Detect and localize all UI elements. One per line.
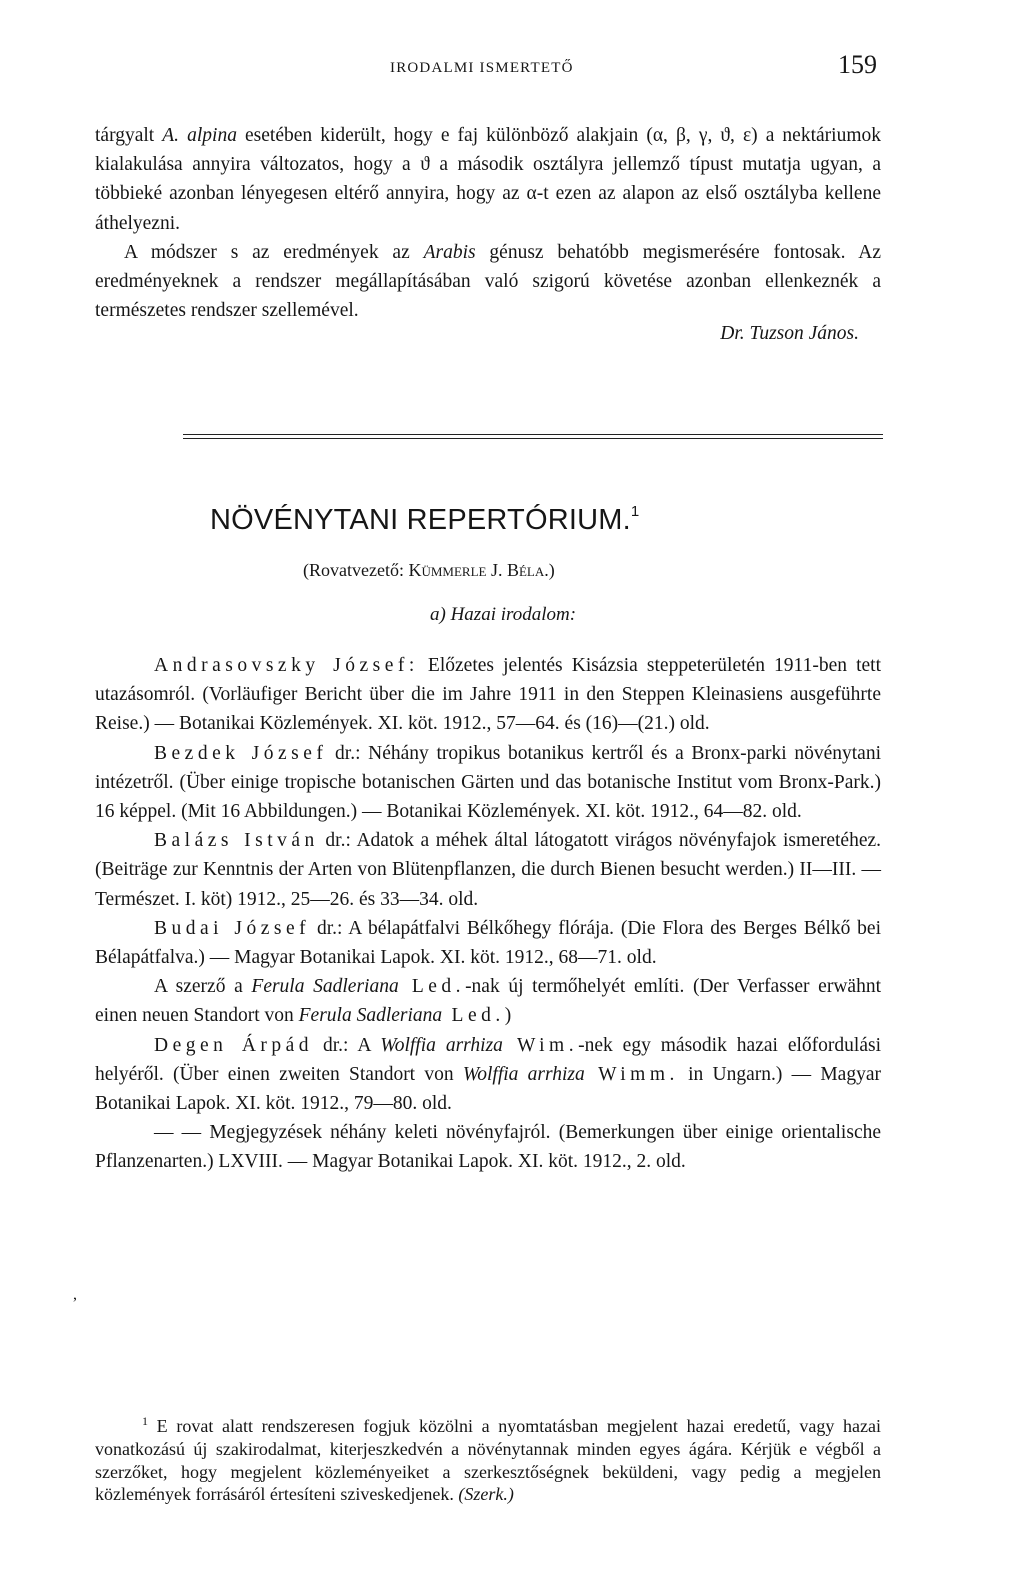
author-name: Bezdek József bbox=[154, 742, 328, 764]
entry-text: dr.: A bbox=[313, 1034, 381, 1056]
entry-text: ) bbox=[504, 1005, 512, 1027]
editor-mark: (Szerk.) bbox=[458, 1484, 514, 1505]
divider-rule-top bbox=[183, 434, 883, 435]
list-item bbox=[95, 651, 881, 739]
review-paragraph-1 bbox=[95, 121, 881, 238]
list-item bbox=[95, 972, 881, 1030]
section-title-text: NÖVÉNYTANI REPERTÓRIUM. bbox=[210, 504, 631, 536]
running-title: IRODALMI ISMERTETŐ bbox=[390, 60, 574, 76]
list-item bbox=[95, 1031, 881, 1119]
entry-text: -nak új termőhelyét említi. (Der Verfasser erwähnt einen neuen Standort von bbox=[95, 976, 881, 1027]
list-item bbox=[95, 739, 881, 827]
author-name: Degen Árpád bbox=[154, 1034, 314, 1056]
footnote-text: E rovat alatt rendszeresen fogjuk közölni a nyomtatásban megjelent hazai eredetű, vagy hazai vonatkozású új szakirodalmat, kiterjeszkedvén a növénytannak minden egyes ágára. Kérjük e végből a szerzőket, hogy megjelent közleményeiket a szerkesztőségnek beküldeni, vagy pedig a megjelen közlemények forrásáról értesíteni sziveskedjenek. bbox=[95, 1416, 881, 1505]
text-run: génusz behatóbb megismerésére fontosak. Az eredményeknek a rendszer megállapításában való szigorú követése azonban ellenkeznék a természetes rendszer szellemével. bbox=[95, 241, 882, 322]
entry-text: A szerző a bbox=[154, 976, 252, 998]
taxon-name: A. alpina bbox=[162, 125, 237, 146]
entry-text: -nek egy második hazai előfordulási helyéről. (Über einen zweiten Standort von bbox=[95, 1034, 881, 1085]
stray-print-mark: , bbox=[73, 1286, 77, 1303]
section-title bbox=[210, 504, 810, 537]
signature-text: Dr. Tuzson János. bbox=[720, 323, 859, 345]
taxon-name: Arabis bbox=[423, 241, 476, 263]
subsection-heading bbox=[430, 604, 576, 626]
footnote-reference: 1 bbox=[630, 503, 640, 521]
section-editor bbox=[303, 560, 555, 581]
author-name: Budai József bbox=[154, 917, 311, 939]
subsection-text: a) Hazai irodalom: bbox=[430, 604, 577, 625]
entry-text: — — Megjegyzések néhány keleti növényfajról. (Bemerkungen über einige orientalische Pflanzenarten.) LXVIII. — Magyar Botanikai Lapok. XI. köt. 1912., 2. old. bbox=[95, 1122, 881, 1173]
taxon-name: Ferula Sadleriana bbox=[251, 976, 399, 998]
author-name: Andrasovszky József: bbox=[154, 655, 419, 676]
taxon-name: Wolffia arrhiza bbox=[380, 1034, 503, 1056]
footnote-mark: 1 bbox=[142, 1414, 148, 1428]
taxon-name: Ferula Sadleriana bbox=[298, 1005, 443, 1027]
taxon-author: Led. bbox=[398, 976, 466, 998]
page-number: 159 bbox=[838, 50, 877, 79]
text-run: A módszer s az eredmények az bbox=[124, 241, 424, 263]
entry-text: dr.: Néhány tropikus botanikus kertről és a Bronx-parki növénytani intézetről. (Über einige tropische botanischen Gärten und das botanische Institut vom Bronx-Park.) 16 képpel. (Mit 16 Abbildungen.) — Botanikai Közlemények. XI. köt. 1912., 64—82. old. bbox=[95, 742, 882, 823]
text-run: esetében kiderült, hogy e faj különböző alakjain (α, β, γ, ϑ, ε) a nektáriumok kialakulása annyira változatos, hogy a ϑ a második osztályra jellemző típust mutatja ugyan, a többieké azonban lényegesen eltérő annyira, hogy az α-t ezen az alapon az első osztályba kellene áthelyezni. bbox=[95, 125, 881, 234]
taxon-name: Wolffia arrhiza bbox=[462, 1063, 585, 1085]
taxon-author: Wim. bbox=[502, 1034, 579, 1056]
footnote bbox=[95, 1410, 881, 1506]
text-run: tárgyalt bbox=[95, 125, 163, 146]
list-item bbox=[95, 826, 881, 914]
divider-rule-bottom bbox=[183, 438, 883, 439]
list-item bbox=[95, 914, 881, 972]
review-text bbox=[95, 121, 881, 349]
list-item bbox=[95, 1118, 881, 1176]
entry-text: Előzetes jelentés Kisázsia steppeterületén 1911-ben tett utazásomról. (Vorläufiger Bericht über die im Jahre 1911 in den Steppen Kleinasiens ausgeführte Reise.) — Botanikai Közlemények. XI. köt. 1912., 57—64. és (16)—(21.) old. bbox=[95, 655, 882, 735]
entry-text: in Ungarn.) — Magyar Botanikai Lapok. XI. köt. 1912., 79—80. old. bbox=[95, 1063, 881, 1115]
author-name: Balázs István bbox=[154, 830, 319, 852]
entry-text: dr.: A bélapátfalvi Bélkőhegy flórája. (Die Flora des Berges Bélkő bei Bélapátfalva.) — Magyar Botanikai Lapok. XI. köt. 1912., 68—71. old. bbox=[95, 917, 882, 969]
taxon-author: Led. bbox=[442, 1005, 505, 1027]
editor-name: Kümmerle J. Béla bbox=[408, 560, 545, 580]
running-head bbox=[0, 50, 1024, 90]
entry-text: dr.: Adatok a méhek által látogatott virágos növényfajok ismeretéhez. (Beiträge zur Kenntnis der Arten von Blütenpflanzen, die durch Bienen besucht werden.) II—III. — Természet. I. köt) 1912., 25—26. és 33—34. old. bbox=[95, 830, 882, 910]
text-run: .) bbox=[544, 560, 555, 580]
review-paragraph-2 bbox=[95, 238, 881, 326]
taxon-author: Wimm. bbox=[584, 1063, 679, 1085]
repertory-list bbox=[95, 651, 881, 1177]
text-run: (Rovatvezető: bbox=[303, 560, 409, 580]
